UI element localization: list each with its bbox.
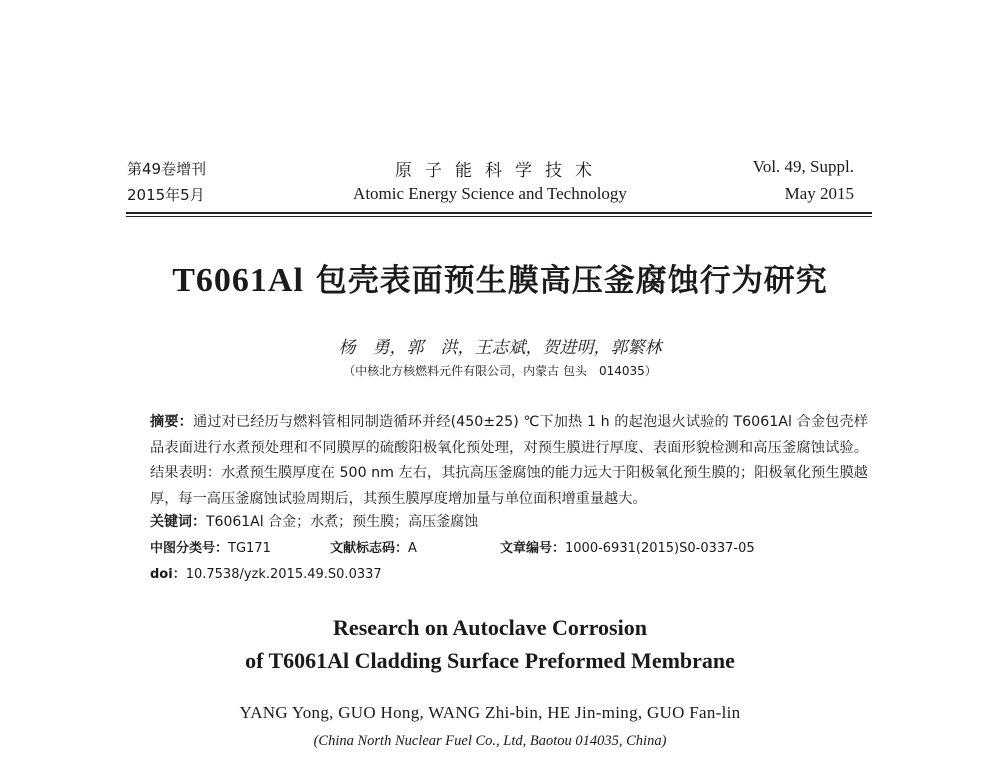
journal-name-cn: 原子能科学技术 <box>395 161 605 181</box>
journal-date-en: May 2015 <box>784 184 854 203</box>
document-code-value: A <box>408 541 417 556</box>
article-number-value: 1000-6931(2015)S0-0337-05 <box>565 541 755 556</box>
keywords <box>150 511 478 531</box>
keywords-label: 关键词： <box>150 514 206 530</box>
document-code-label: 文献标志码： <box>330 541 409 556</box>
affiliation-en: (China North Nuclear Fuel Co., Ltd, Baotou 014035, China) <box>313 733 667 749</box>
authors-cn: 杨 勇，郭 洪，王志斌，贺进明，郭繁林 <box>338 338 662 358</box>
journal-volume-en: Vol. 49, Suppl. <box>752 157 854 176</box>
keywords-text: T6061Al 合金；水煮；预生膜；高压釜腐蚀 <box>206 514 479 530</box>
header-rule-bottom <box>126 216 872 217</box>
clc-number <box>150 537 271 556</box>
clc-label: 中图分类号： <box>150 541 229 556</box>
article-number-label: 文章编号： <box>500 541 566 556</box>
doi-value: 10.7538/yzk.2015.49.S0.0337 <box>185 567 382 582</box>
affiliation-cn: （中核北方核燃料元件有限公司，内蒙古 包头 014035） <box>343 364 657 378</box>
abstract <box>150 410 868 512</box>
article-title-cn-rest: 包壳表面预生膜高压釜腐蚀行为研究 <box>315 263 828 299</box>
journal-date-cn: 2015年5月 <box>127 186 205 204</box>
document-code <box>330 537 417 556</box>
abstract-text: 通过对已经历与燃料管相同制造循环并经(450±25) ℃下加热 1 h 的起泡退火试验的 T6061Al 合金包壳样品表面进行水煮预处理和不同膜厚的硫酸阳极氧化预处理，对预生膜进行厚度、表面形貌检测和高压釜腐蚀试验。结果表明：水煮预生膜厚度在 500 nm 左右，其抗高压釜腐蚀的能力远大于阳极氧化预生膜的；阳极氧化预生膜越厚，每一高压釜腐蚀试验周期后，其预生膜厚度增加量与单位面积增重量越大。 <box>150 414 868 507</box>
header-rule-top <box>126 212 872 214</box>
article-title-en-line1: Research on Autoclave Corrosion <box>333 615 647 640</box>
journal-name-en: Atomic Energy Science and Technology <box>353 184 627 203</box>
authors-en: YANG Yong, GUO Hong, WANG Zhi-bin, HE Jin-ming, GUO Fan-lin <box>239 703 741 722</box>
doi-label: doi： <box>150 567 186 582</box>
journal-volume-cn: 第49卷增刊 <box>127 160 207 178</box>
article-title-cn-prefix: T6061Al <box>172 262 304 299</box>
clc-value: TG171 <box>228 541 271 556</box>
article-number <box>500 537 755 556</box>
article-title-en-line2: of T6061Al Cladding Surface Preformed Membrane <box>245 648 735 673</box>
abstract-label: 摘要： <box>150 414 193 430</box>
article-title-cn <box>0 255 1000 300</box>
doi <box>150 563 382 582</box>
